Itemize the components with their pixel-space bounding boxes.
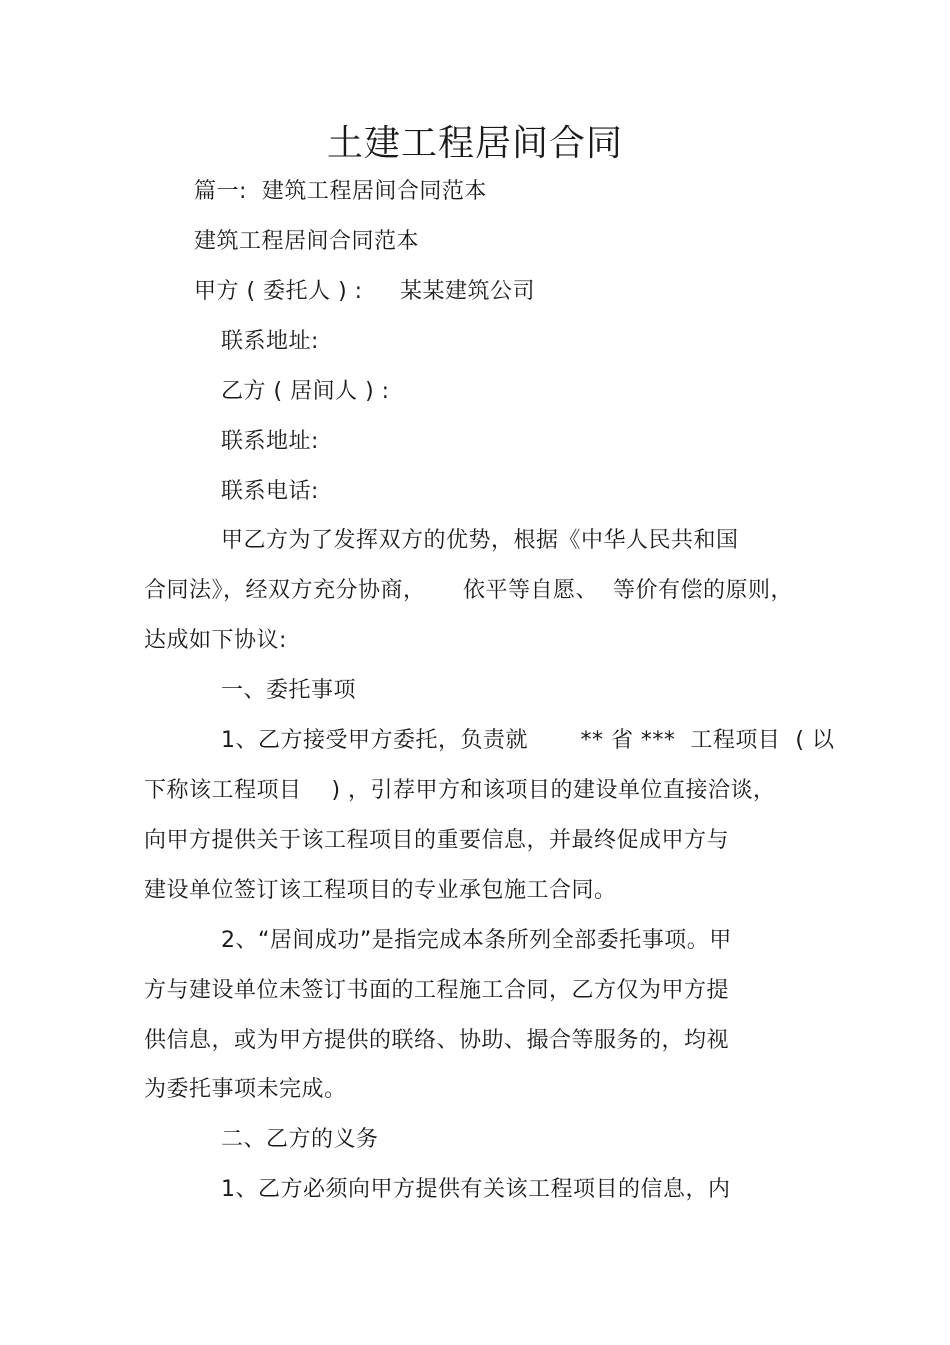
party-b-address-line: 联系地址: xyxy=(221,429,319,454)
body-text-line: 甲乙方为了发挥双方的优势，根据《中华人民共和国 xyxy=(221,528,739,553)
body-text-line: 方与建设单位未签订书面的工程施工合同，乙方仅为甲方提 xyxy=(144,978,730,1003)
party-b-line: 乙方 ( 居间人 ) : xyxy=(221,379,390,404)
body-text-line: 合同法》，经双方充分协商， 依平等自愿、 等价有偿的原则， xyxy=(144,578,793,603)
document-title: 土建工程居间合同 xyxy=(326,123,623,164)
body-text-line: 1、乙方必须向甲方提供有关该工程项目的信息，内 xyxy=(221,1177,731,1202)
article-heading: 一、委托事项 xyxy=(221,678,357,703)
body-text-line: 2、“居间成功”是指完成本条所列全部委托事项。甲 xyxy=(221,928,732,953)
subtitle-line: 建筑工程居间合同范本 xyxy=(194,229,420,254)
body-text-line: 向甲方提供关于该工程项目的重要信息，并最终促成甲方与 xyxy=(144,828,730,853)
article-heading: 二、乙方的义务 xyxy=(221,1127,379,1152)
party-a-line: 甲方 ( 委托人 ) : 某某建筑公司 xyxy=(194,279,536,304)
body-text-line: 为委托事项未完成。 xyxy=(144,1077,347,1102)
body-text-line: 1、乙方接受甲方委托，负责就 ** 省 *** 工程项目 ( 以 xyxy=(221,728,835,753)
party-a-address-line: 联系地址: xyxy=(221,329,319,354)
party-b-phone-line: 联系电话: xyxy=(221,479,319,504)
body-text-line: 下称该工程项目 ) ，引荐甲方和该项目的建设单位直接洽谈， xyxy=(144,778,776,803)
body-text-line: 达成如下协议: xyxy=(144,628,287,653)
body-text-line: 供信息，或为甲方提供的联络、协助、撮合等服务的，均视 xyxy=(144,1028,730,1053)
section-heading: 篇一: 建筑工程居间合同范本 xyxy=(194,179,487,204)
body-text-line: 建设单位签订该工程项目的专业承包施工合同。 xyxy=(144,878,617,903)
